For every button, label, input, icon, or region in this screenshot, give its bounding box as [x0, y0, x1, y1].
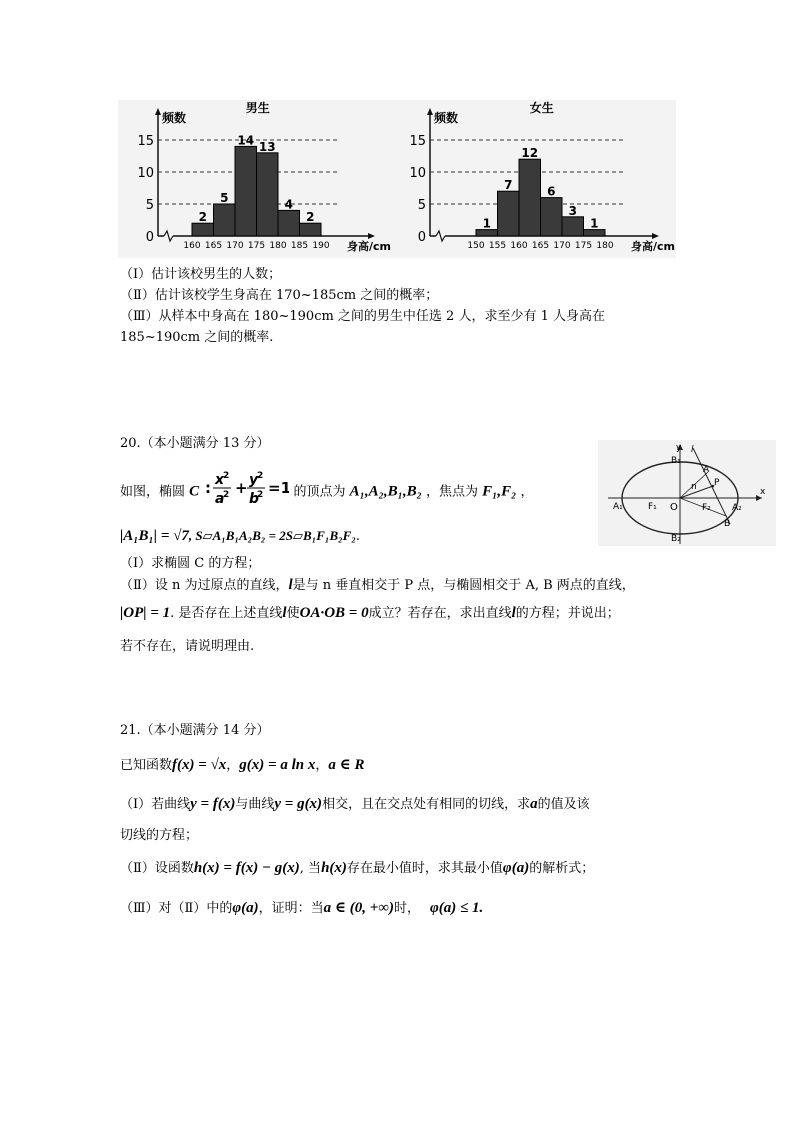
- q21-part1-line1: [120, 793, 590, 816]
- curve-f: y = f(x): [190, 796, 236, 812]
- male-bar-label: 5: [220, 191, 229, 205]
- q20-part2-text-c: . 是否存在上述直线: [170, 606, 283, 621]
- op-condition: |OP| = 1: [120, 605, 171, 621]
- line-l: l: [288, 577, 293, 593]
- female-x-tick-label: 175: [574, 241, 593, 251]
- male-bar: [278, 210, 300, 236]
- female-y-tick-label: 5: [417, 198, 426, 213]
- q21-sep2: ，: [315, 758, 329, 773]
- q20-part2-text-a: （Ⅱ）设 n 为过原点的直线，: [120, 578, 289, 593]
- female-y-axis-label: 频数: [434, 111, 459, 125]
- dot-product-condition: OA·OB = 0: [299, 605, 369, 621]
- condition-area: , S▱A₁B₁A₂B₂ = 2S▱B₁F₁B₂F₂: [188, 528, 356, 543]
- svg-text:2: 2: [257, 490, 264, 500]
- q21-part2-text-a: （Ⅱ）设函数: [120, 861, 194, 876]
- male-bar: [235, 146, 257, 236]
- male-y-tick-label: 0: [145, 230, 154, 245]
- female-bar: [541, 198, 563, 236]
- fig-label-o: O: [670, 502, 678, 513]
- female-y-tick-label: 15: [409, 134, 426, 149]
- q21-part1-text-b: 与曲线: [235, 797, 275, 812]
- male-bar: [257, 153, 279, 236]
- fig-label-y: y: [676, 443, 682, 453]
- q21-part3-text-a: （Ⅲ）对（Ⅱ）中的: [120, 901, 233, 916]
- q20-intro-text-b: 的顶点为: [293, 484, 346, 500]
- svg-text:=1: =1: [268, 479, 290, 497]
- male-y-tick-label: 10: [137, 166, 154, 181]
- q21-part1-text-c: 相交，且在交点处有相同的切线，求: [322, 797, 531, 812]
- male-x-tick-label: 165: [204, 241, 223, 251]
- q20-part2-line3: 若不存在，请说明理由.: [120, 639, 255, 654]
- a-in-r: a ∈ R: [328, 757, 365, 773]
- svg-text:2: 2: [223, 490, 230, 500]
- q20-header: 20.（本小题满分 13 分）: [120, 436, 270, 451]
- q20-part2-text-e: 成立？若存在，求出直线: [368, 606, 512, 621]
- female-x-axis-label: 身高/cm: [631, 240, 675, 253]
- q20-part2-line1: [120, 576, 635, 595]
- female-x-tick-label: 165: [531, 241, 550, 251]
- female-y-tick-label: 10: [409, 166, 426, 181]
- male-bar-label: 2: [306, 210, 315, 225]
- male-x-axis-break: [164, 231, 173, 241]
- q20-intro: [120, 470, 533, 514]
- q20-part2-text-b: 是与 n 垂直相交于 P 点，与椭圆相交于 A, B 两点的直线，: [292, 578, 635, 593]
- fig-label-a1: A₁: [613, 502, 623, 512]
- svg-text::: :: [205, 479, 212, 497]
- q19-part3-line2: 185~190cm 之间的概率.: [120, 330, 274, 345]
- male-bar-label: 2: [198, 210, 207, 225]
- q19-part3-line1: （Ⅲ）从样本中身高在 180~190cm 之间的男生中任选 2 人，求至少有 1 人身高在: [120, 309, 605, 324]
- fig-label-f1: F₁: [648, 502, 657, 512]
- ellipse-figure: [598, 440, 776, 546]
- q20-intro-text-a: 如图，椭圆: [120, 484, 186, 500]
- female-bar-label: 7: [504, 178, 513, 193]
- svg-text:b: b: [249, 491, 260, 506]
- male-x-axis-arrow: [368, 233, 375, 239]
- male-x-tick-label: 185: [290, 241, 309, 251]
- q21-part1-text-a: （Ⅰ）若曲线: [120, 797, 191, 812]
- vertices: A₁,A₂,B₁,B₂: [349, 483, 422, 500]
- q20-conditions: [120, 524, 360, 549]
- male-bar: [214, 204, 236, 236]
- male-y-axis-arrow: [155, 108, 161, 115]
- q20-part2-text-d: 使: [286, 606, 300, 621]
- male-x-axis-label: 身高/cm: [347, 240, 391, 253]
- fig-label-a2: A₂: [732, 503, 742, 513]
- fig-label-n: n: [691, 482, 697, 492]
- q21-part2-text-d: 的解析式；: [529, 861, 595, 876]
- female-x-tick-label: 150: [467, 241, 485, 251]
- male-x-tick-label: 175: [247, 241, 266, 251]
- female-y-tick-label: 0: [417, 230, 426, 245]
- female-x-axis-break: [436, 231, 445, 241]
- q21-part2-text-c: 存在最小值时，求其最小值: [346, 861, 503, 876]
- q20-part1: （Ⅰ）求椭圆 C 的方程；: [120, 556, 261, 571]
- function-f: f(x) = √x: [172, 757, 227, 773]
- female-bar: [562, 217, 584, 236]
- function-g: g(x) = a ln x: [239, 757, 316, 773]
- domain-a: a ∈ (0, +∞): [323, 900, 394, 916]
- female-x-tick-label: 155: [488, 241, 507, 251]
- male-bar-label: 4: [284, 197, 293, 212]
- fig-label-p: P: [714, 478, 720, 488]
- female-x-tick-label: 160: [510, 241, 528, 251]
- q19-part1: （Ⅰ）估计该校男生的人数；: [120, 267, 282, 282]
- phi-inequality: φ(a) ≤ 1.: [430, 900, 484, 916]
- q20-part2-line2: [120, 602, 620, 625]
- male-x-tick-label: 160: [183, 241, 201, 251]
- svg-text:+: +: [235, 479, 248, 497]
- function-h: h(x) = f(x) − g(x): [193, 860, 300, 876]
- male-y-axis-label: 频数: [162, 111, 187, 125]
- ellipse-equation: [203, 470, 289, 514]
- foci: F₁,F₂: [482, 483, 517, 500]
- condition-end: .: [355, 529, 360, 544]
- male-chart-title: 男生: [245, 101, 270, 115]
- female-bar: [519, 159, 541, 236]
- q21-intro-text: 已知函数: [120, 758, 173, 773]
- male-y-tick-label: 15: [137, 134, 154, 149]
- svg-text:2: 2: [257, 471, 264, 481]
- male-x-tick-label: 180: [269, 241, 287, 251]
- q19-part2: （Ⅱ）估计该校学生身高在 170~185cm 之间的概率；: [120, 288, 439, 303]
- fig-label-l: l: [691, 445, 694, 455]
- q20-intro-text-d: ，: [520, 484, 534, 500]
- male-y-tick-label: 5: [145, 198, 154, 213]
- fig-label-x: x: [760, 487, 766, 497]
- q21-header: 21.（本小题满分 14 分）: [120, 723, 270, 738]
- male-bar: [192, 223, 214, 236]
- male-bar: [300, 223, 322, 236]
- svg-text:a: a: [215, 491, 225, 506]
- fig-label-b1: B₁: [671, 456, 681, 466]
- function-hx: h(x): [321, 860, 347, 876]
- ellipse-equation-svg: [203, 470, 289, 506]
- q21-part2: [120, 857, 594, 880]
- female-x-tick-label: 180: [596, 241, 614, 251]
- male-bar-label: 13: [258, 139, 276, 154]
- function-phi-2: φ(a): [232, 900, 259, 916]
- svg-text:x: x: [215, 472, 225, 488]
- male-x-tick-label: 190: [312, 241, 330, 251]
- q21-part1-line2: 切线的方程；: [120, 828, 199, 843]
- line-l-3: l: [511, 605, 516, 621]
- q21-sep1: ，: [226, 758, 240, 773]
- female-y-axis-arrow: [427, 108, 433, 115]
- line-l-2: l: [282, 605, 287, 621]
- var-a: a: [530, 796, 538, 812]
- q20-intro-text-c: ，焦点为: [425, 484, 478, 500]
- q21-part3-text-b: ，证明：当: [258, 901, 324, 916]
- female-bar: [498, 191, 520, 236]
- q20-part2-text-f: 的方程；并说出；: [515, 606, 620, 621]
- female-x-tick-label: 170: [553, 241, 571, 251]
- female-bar-label: 12: [521, 146, 539, 161]
- fig-label-a: A: [703, 465, 710, 475]
- male-x-tick-label: 170: [226, 241, 244, 251]
- function-phi: φ(a): [502, 860, 530, 876]
- q21-part3: [120, 897, 483, 920]
- fig-label-b2: B₂: [671, 534, 681, 544]
- q21-intro: [120, 754, 364, 777]
- female-x-axis-arrow: [652, 233, 659, 239]
- svg-text:y: y: [249, 472, 259, 488]
- fig-label-f2: F₂: [702, 503, 711, 513]
- curve-g: y = g(x): [274, 796, 323, 812]
- ellipse-figure-svg: [598, 440, 776, 546]
- female-bar-label: 6: [547, 184, 556, 199]
- female-chart-title: 女生: [529, 101, 554, 115]
- male-bar-label: 14: [237, 133, 255, 148]
- condition-length: |A₁B₁| = √7: [120, 528, 189, 544]
- female-bar-label: 1: [590, 216, 599, 231]
- q21-part2-text-b: , 当: [299, 861, 322, 876]
- histogram-panel: [118, 100, 676, 258]
- fig-label-b: B: [724, 519, 731, 529]
- histograms-svg: [118, 100, 676, 258]
- svg-text:2: 2: [223, 471, 230, 481]
- q21-part3-text-c: 时，: [394, 901, 421, 916]
- q21-part1-text-d: 的值及该: [537, 797, 590, 812]
- female-bar-label: 1: [482, 216, 491, 231]
- ellipse-name: C: [189, 483, 200, 500]
- female-bar-label: 3: [568, 203, 577, 218]
